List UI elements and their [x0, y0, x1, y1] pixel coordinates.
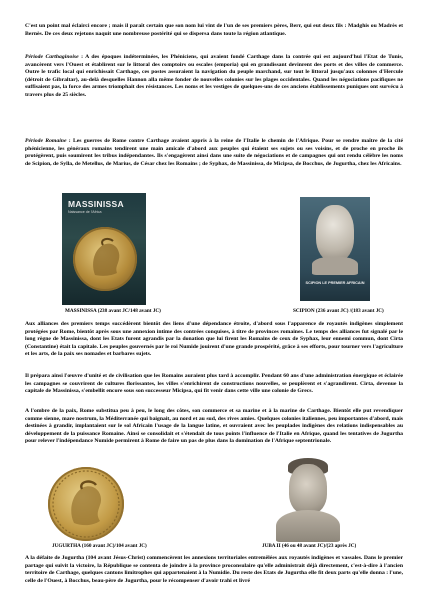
carthaginian-heading: Période Carthaginoise — [25, 54, 79, 60]
coin-portrait-icon — [73, 227, 137, 291]
massinissa-book-cover-image — [62, 193, 146, 305]
scipion-book-cover-image — [300, 197, 370, 301]
alliances-paragraph: Aux alliances des premiers temps succédèrent bientôt des liens d'une dépendance étroite, d'abord sous l'apparence de royautés indigènes simplement protégées par Rome, bientôt après sous une annexion intime des contrées conquises, à titre de provinces romaines. Le temps des alliances fut signalé par le long règne de Massinissa, dont les Etats furent agrandis par la donation que lui firent les Romains de ceux de Syphax, leur ennemi commun, dont Cirta (Constantine) était la capitale. Les peuples gouvernés par le roi Numide jouirent d'une grande prospérité, grâce à ses efforts, pour tourner vers l'agriculture et les arts, de la paix ses nomades et barbares sujets. — [25, 321, 403, 358]
juba-bust-image — [268, 458, 348, 542]
peace-paragraph: A l'ombre de la paix, Rome substitua peu à peu, le long des côtes, son commerce et sa marine et à la marine de Carthage. Bientôt elle put revendiquer comme sienne, mare nostrum, la Méditerranée qui baignait, au nord et au sud, des rives amies. Quelques colonies italiennes, peu importantes d'abord, mais destinées à grandir, implantaient sur le sol Africain l'usage de la langue latine, et ouvraient avec les peuplades indigènes des relations indispensables au développement de la puissance Romaine. Ainsi se consolidait et s'étendait de tous points l'influence de l'Italie en Afrique, quand les tentatives de Jugurtha pour relever l'indépendance Numide permirent à Rome de faire un pas de plus dans la domination de l'Afrique septentrionale. — [25, 408, 403, 445]
scipion-caption: SCIPION (236 avant JC) /(183 avant JC) — [293, 308, 384, 314]
scipion-bust-shoulders — [312, 257, 358, 275]
massinissa-coin — [73, 227, 137, 291]
massinissa-caption: MASSINISSA (238 avant JC/148 avant JC) — [65, 308, 161, 314]
carthaginian-paragraph — [25, 54, 403, 100]
roman-heading: Période Romaine — [25, 138, 67, 144]
scipion-bust — [316, 205, 354, 261]
jugurtha-caption: JUGURTHA (160 avant JC)/104 avant JC) — [52, 543, 147, 549]
coin-portrait-icon — [48, 467, 124, 541]
juba-caption: JUBA II (46 ou 48 avant JC)/(23 après JC) — [262, 543, 357, 549]
juba-bust-shoulders — [276, 510, 340, 542]
roman-text: : Les guerres de Rome contre Carthage avaient appris à la reine de l'Italie le chemin de l'Afrique. Pour se rendre maître de la cité phénicienne, les généraux romains tendirent une main amicale d'abord aux peuples qui étaient ses sujets ou ses voisins, et de proche en proche ils protégèrent, puis soumirent les tribus indépendantes. Ils s'engagèrent ainsi dans une suite de négociations et de campagnes qui ont rendu célèbre les noms de Scipion, de Sylla, de Metellus, de Marius, de César chez les Romains ; de Syphax, de Massinissa, de Micipsa, de Bocchus, de Jugurtha, chez les Africains. — [25, 138, 403, 167]
administration-paragraph: Il prépara ainsi l'œuvre d'unité et de civilisation que les Romains auraient plus tard à accomplir. Pendant 60 ans d'une administration énergique et éclairée les campagnes se couvrirent de cultures florissantes, les villes s'enrichirent de constructions nouvelles, se peuplèrent et s'agrandirent. Cirta, devenue la capitale de Massinissa, s'embellit encore sous son successeur Micipsa, qui fit venir dans cette ville une colonie de Grecs. — [25, 373, 403, 395]
massinissa-book-subtitle: Naissance de l'Africa — [68, 210, 102, 214]
scipion-book-title: SCIPION LE PREMIER AFRICAIN — [305, 281, 365, 285]
intro-paragraph: C'est un point mal éclairci encore ; mais il paraît certain que son nom lui vint de l'un de ses premiers pères, Berr, qui eut deux fils : Madghis ou Madrès et Bernès. De ces deux rejetons naquit une nombreuse postérité qui se dispersa dans toute la région atlantique. — [25, 23, 403, 37]
roman-paragraph — [25, 138, 403, 168]
defeat-paragraph: A la défaite de Jugurtha (104 avant Jésus-Christ) commencèrent les annexions territoriales entremêlées aux royautés indigènes et vassales. Dans le premier partage qui suivit la victoire, la République se contenta de joindre à la province proconsulaire qu'elle administrait déjà directement, c'est-à-dire à l'ancien territoire de Carthage, quelques cantons limitrophes qui appartenaient à la Numidie. Du reste des Etats de Jugurtha elle fit deux parts qu'elle donna : l'une, celle de l'Ouest, à Bocchus, beau-père de Jugurtha, pour le récompenser d'avoir trahi et livré — [25, 555, 403, 584]
massinissa-book-title: MASSINISSA — [68, 199, 124, 209]
carthaginian-text: : A des époques indéterminées, les Phéniciens, qui avaient fondé Carthage dans la contrée qui est aujourd'hui l'Etat de Tunis, avancèrent vers l'Ouest et établirent sur le littoral des comptoirs ou escales (emporia) qui en grandissant devinrent des ports et des villes de commerce. Outre le trafic local qui enrichissait Carthage, ces postes assuraient la navigation du peuple marchand, sur tout le littoral jusqu'aux colonnes d'Hercule (détroit de Gibraltar), au-delà desquelles Hannon alla même fonder de nouvelles colonies sur les plages occidentales. Quand les négociations pacifiques ne suffisaient pas, la force des armes triomphait des résistances. Les noms et les vestiges de quelques-uns de ces anciens établissements puniques ont survécu à travers plus de 25 siècles. — [25, 54, 403, 98]
jugurtha-coin-image — [48, 467, 124, 541]
juba-bust-face — [289, 464, 327, 514]
